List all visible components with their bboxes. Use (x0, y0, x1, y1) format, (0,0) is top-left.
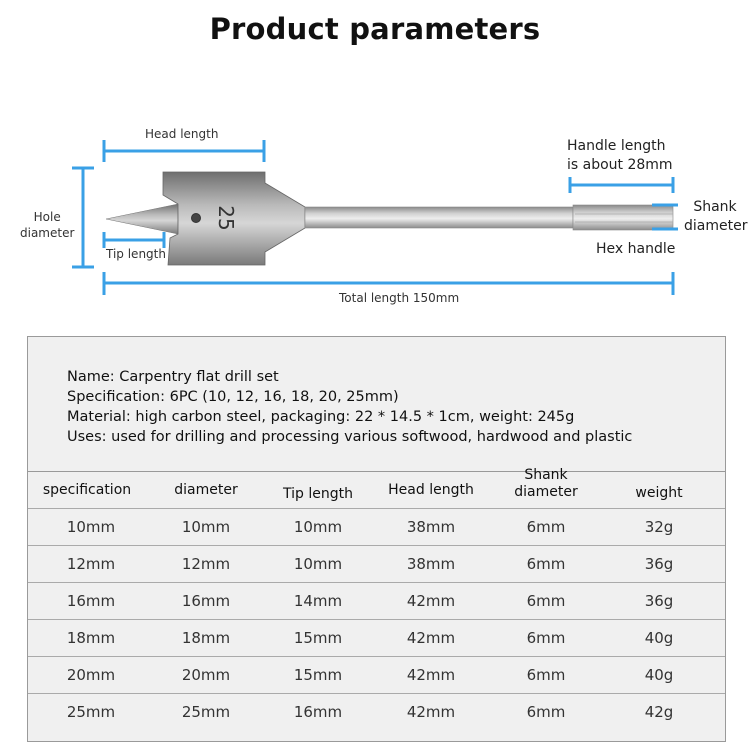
cell-tip-length: 15mm (293, 666, 343, 684)
page-title: Product parameters (209, 12, 541, 46)
row-divider (28, 545, 725, 546)
col-header-head-length: Head length (388, 482, 474, 498)
product-info (67, 367, 632, 447)
product-name: Name: Carpentry flat drill set (67, 369, 279, 385)
cell-diameter: 12mm (181, 555, 231, 573)
product-specification: Specification: 6PC (10, 12, 16, 18, 20, 25mm) (67, 389, 399, 405)
table-top-border (28, 471, 725, 472)
specification-panel (27, 336, 726, 742)
cell-tip-length: 16mm (293, 703, 343, 721)
row-divider (28, 619, 725, 620)
cell-head-length: 42mm (406, 703, 456, 721)
col-header-weight: weight (635, 485, 683, 501)
row-divider (28, 582, 725, 583)
product-uses: Uses: used for drilling and processing various softwood, hardwood and plastic (67, 429, 633, 445)
cell-shank-diameter: 6mm (526, 629, 566, 647)
header-divider (28, 508, 725, 509)
cell-shank-diameter: 6mm (526, 703, 566, 721)
cell-weight: 36g (644, 555, 674, 573)
cell-head-length: 42mm (406, 592, 456, 610)
cell-weight: 36g (644, 592, 674, 610)
product-material: Material: high carbon steel, packaging: 22 * 14.5 * 1cm, weight: 245g (67, 409, 575, 425)
cell-head-length: 42mm (406, 666, 456, 684)
cell-diameter: 25mm (181, 703, 231, 721)
cell-tip-length: 15mm (293, 629, 343, 647)
cell-specification: 18mm (66, 629, 116, 647)
cell-head-length: 42mm (406, 629, 456, 647)
cell-weight: 40g (644, 629, 674, 647)
bit-size-marking: 25 (214, 205, 238, 231)
cell-weight: 32g (644, 518, 674, 536)
col-header-diameter: diameter (174, 482, 238, 498)
hex-handle-label: Hex handle (596, 241, 676, 257)
row-divider (28, 656, 725, 657)
cell-diameter: 10mm (181, 518, 231, 536)
cell-tip-length: 10mm (293, 518, 343, 536)
cell-diameter: 20mm (181, 666, 231, 684)
cell-specification: 10mm (66, 518, 116, 536)
hole-diameter-label: Hole diameter (20, 210, 75, 240)
cell-diameter: 16mm (181, 592, 231, 610)
col-header-tip-length: Tip length (283, 486, 353, 502)
cell-specification: 12mm (66, 555, 116, 573)
col-header-shank-diameter: Shank diameter (514, 467, 578, 500)
cell-shank-diameter: 6mm (526, 666, 566, 684)
total-length-label: Total length 150mm (339, 291, 460, 305)
handle-length-label: Handle length is about 28mm (567, 138, 673, 173)
cell-tip-length: 14mm (293, 592, 343, 610)
cell-shank-diameter: 6mm (526, 555, 566, 573)
cell-head-length: 38mm (406, 518, 456, 536)
cell-shank-diameter: 6mm (526, 518, 566, 536)
shank-diameter-label: Shank diameter (684, 199, 748, 234)
head-length-label: Head length (145, 127, 219, 141)
cell-weight: 42g (644, 703, 674, 721)
cell-head-length: 38mm (406, 555, 456, 573)
cell-shank-diameter: 6mm (526, 592, 566, 610)
cell-diameter: 18mm (181, 629, 231, 647)
cell-weight: 40g (644, 666, 674, 684)
cell-tip-length: 10mm (293, 555, 343, 573)
tip-length-label: Tip length (106, 247, 166, 261)
row-divider (28, 693, 725, 694)
cell-specification: 20mm (66, 666, 116, 684)
cell-specification: 25mm (66, 703, 116, 721)
cell-specification: 16mm (66, 592, 116, 610)
col-header-specification: specification (42, 482, 132, 498)
